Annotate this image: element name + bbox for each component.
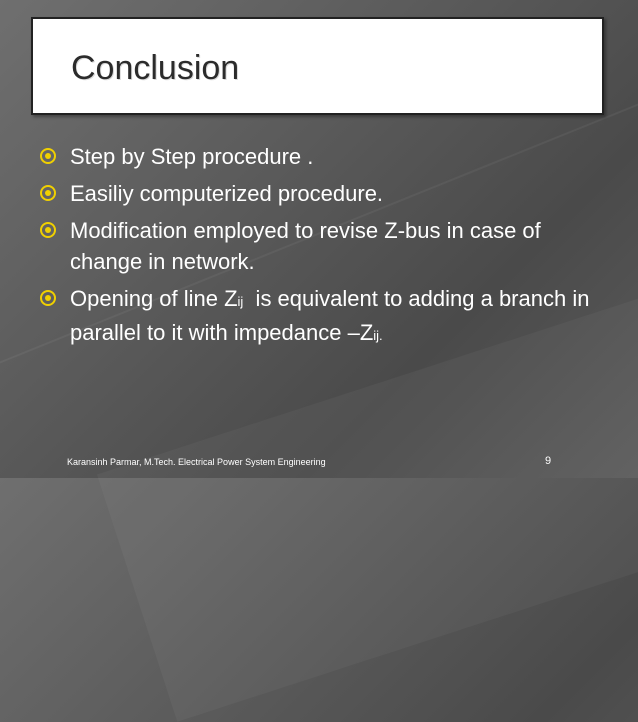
bullet-text-part: is equivalent to adding a branch in parallel to it with impedance –Z <box>70 286 596 345</box>
footer-text: Karansinh Parmar, M.Tech. Electrical Power System Engineering <box>67 457 326 467</box>
bullet-item <box>40 178 600 209</box>
bullet-text: Step by Step procedure . <box>70 144 314 169</box>
bullet-list <box>40 141 600 357</box>
slide-title: Conclusion <box>71 49 240 87</box>
title-box <box>31 17 604 115</box>
bullet-text: Easiliy computerized procedure. <box>70 181 384 206</box>
subscript: ij <box>237 294 244 309</box>
bullet-icon <box>40 290 56 306</box>
bullet-item <box>40 215 600 277</box>
bullet-icon <box>40 222 56 238</box>
bullet-item <box>40 141 600 172</box>
subscript: ij. <box>373 328 383 343</box>
page-number: 9 <box>545 455 552 467</box>
bullet-icon <box>40 185 56 201</box>
bullet-text-part: Opening of line Z <box>70 286 238 311</box>
bullet-text: Modification employed to revise Z-bus in case of change in network. <box>70 218 541 274</box>
bullet-icon <box>40 148 56 164</box>
bullet-item <box>40 283 600 351</box>
